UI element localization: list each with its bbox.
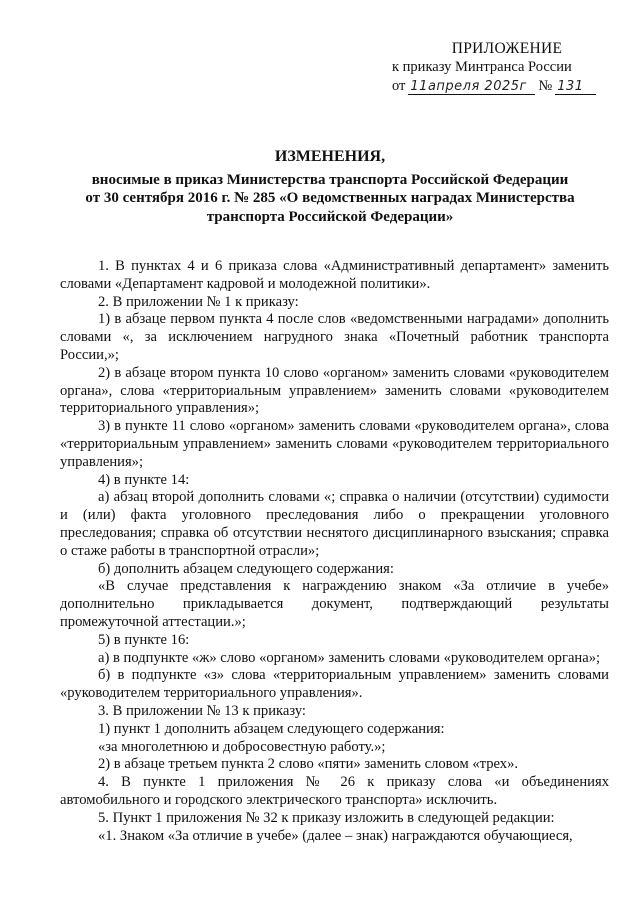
number-prefix: № <box>538 78 553 94</box>
paragraph: а) в подпункте «ж» слово «органом» заменить словами «руководителем органа»; <box>98 649 601 666</box>
document-heading <box>60 148 600 226</box>
paragraph: 4. В пункте 1 приложения № 26 к приказу слова «и объединениях автомобильного и городского электрического транспорта» исключить. <box>60 774 609 808</box>
heading-title: ИЗМЕНЕНИЯ, <box>274 148 386 165</box>
paragraph: 1) в абзаце первом пункта 4 после слов «ведомственными наградами» дополнить словами «, за исключением нагрудного знака «Почетный работник транспорта России,»; <box>60 311 609 363</box>
paragraph: «за многолетнюю и добросовестную работу.»; <box>98 738 386 755</box>
handwritten-number: 131 <box>555 79 596 95</box>
paragraph: «1. Знаком «За отличие в учебе» (далее – знак) награждаются обучающиеся, <box>98 827 573 844</box>
handwritten-date: 11апреля 2025г <box>408 79 535 95</box>
paragraph: б) дополнить абзацем следующего содержания: <box>98 560 394 577</box>
paragraph: 3. В приложении № 13 к приказу: <box>98 702 306 719</box>
appendix-title: ПРИЛОЖЕНИЕ <box>451 40 563 57</box>
paragraph: 2) в абзаце втором пункта 10 слово «органом» заменить словами «руководителем органа», слова «территориальным управлением» заменить словами «руководителем территориального управления»; <box>60 364 609 417</box>
heading-line: транспорта Российской Федерации» <box>206 208 454 225</box>
paragraph: 3) в пункте 11 слово «органом» заменить словами «руководителем органа», слова «территориальным управлением» заменить словами «руководителем территориального управления»; <box>60 418 609 470</box>
order-date-number <box>392 78 622 95</box>
paragraph: 1. В пунктах 4 и 6 приказа слова «Административный департамент» заменить словами «Департамент кадровой и молодежной политики». <box>60 258 609 292</box>
paragraph: 5. Пункт 1 приложения № 32 к приказу изложить в следующей редакции: <box>98 809 555 826</box>
paragraph: 1) пункт 1 дополнить абзацем следующего содержания: <box>98 720 445 737</box>
paragraph: 5) в пункте 16: <box>98 631 190 648</box>
heading-line: вносимые в приказ Министерства транспорта Российской Федерации <box>91 171 569 188</box>
paragraph: а) абзац второй дополнить словами «; справка о наличии (отсутствии) судимости и (или) факта уголовного преследования либо о прекращении уголовного преследования; справка об отсутствии неснятого дисциплинарного взыскания; справка о стаже работы в транспортной отрасли»; <box>60 489 609 559</box>
paragraph: 2. В приложении № 1 к приказу: <box>98 293 299 310</box>
document-body <box>60 258 609 845</box>
appendix-header <box>392 40 622 95</box>
paragraph: «В случае представления к награждению знаком «За отличие в учебе» дополнительно прикладывается документ, подтверждающий результаты промежуточной аттестации.»; <box>60 578 609 630</box>
paragraph: 4) в пункте 14: <box>98 471 190 488</box>
paragraph: 2) в абзаце третьем пункта 2 слово «пяти» заменить словом «трех». <box>98 756 519 773</box>
heading-line: от 30 сентября 2016 г. № 285 «О ведомственных наградах Министерства <box>85 190 575 206</box>
paragraph: б) в подпункте «з» слова «территориальным управлением» заменить словами «руководителем территориального управления». <box>60 667 609 702</box>
order-reference: к приказу Минтранса России <box>392 59 572 75</box>
date-prefix: от <box>392 78 406 94</box>
